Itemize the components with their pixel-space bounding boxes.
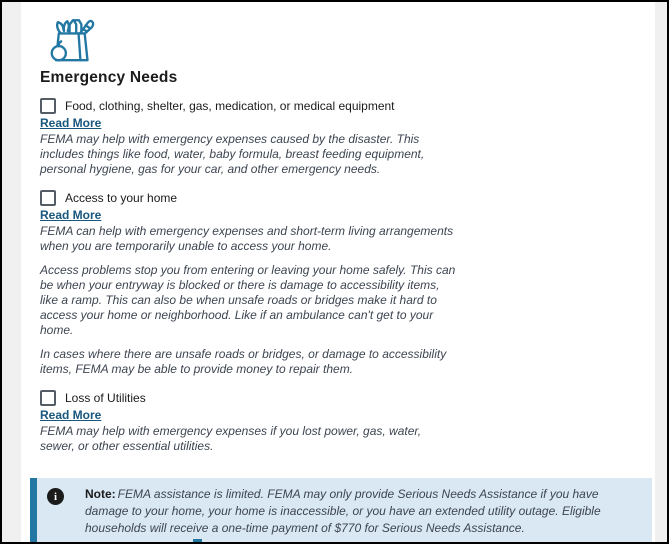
- read-more-link-access[interactable]: Read More: [40, 208, 102, 222]
- food-help-text: FEMA may help with emergency expenses caused by the disaster. This includes things like food, water, baby formula, breast feeding equipment, personal hygiene, gas for your car, and other emergency needs.: [40, 132, 425, 176]
- note-label: Note:: [85, 487, 116, 501]
- checkbox-row-utilities[interactable]: [40, 390, 655, 406]
- grocery-bag-icon: [48, 15, 95, 65]
- utilities-help-text: FEMA may help with emergency expenses if you lost power, gas, water, sewer, or other essential utilities.: [40, 424, 422, 453]
- page-title: Emergency Needs: [40, 69, 178, 86]
- note-text: [85, 486, 636, 537]
- emergency-needs-section: [21, 2, 655, 542]
- utilities-checkbox[interactable]: [40, 390, 56, 406]
- utilities-checkbox-label: Loss of Utilities: [65, 391, 146, 405]
- read-more-link-food[interactable]: Read More: [40, 116, 102, 130]
- checkbox-row-access[interactable]: [40, 190, 655, 206]
- checkbox-row-food[interactable]: [40, 98, 655, 114]
- note-body: FEMA assistance is limited. FEMA may only provide Serious Needs Assistance if you have damage to your home, your home is inaccessible, or you have an extended utility outage. Eligible households will receive a one-time payment of $770 for Serious Needs Assistance.: [85, 487, 601, 535]
- access-checkbox[interactable]: [40, 190, 56, 206]
- food-checkbox[interactable]: [40, 98, 56, 114]
- form-page: [21, 2, 655, 542]
- food-checkbox-label: Food, clothing, shelter, gas, medication, or medical equipment: [65, 99, 395, 113]
- note-alert: [30, 478, 652, 542]
- access-help-text-1: FEMA can help with emergency expenses and short-term living arrangements when you are temporarily unable to access your home.: [40, 224, 454, 253]
- access-help-text-2: Access problems stop you from entering or leaving your home safely. This can be when your entryway is blocked or there is damage to accessibility items, like a ramp. This can also be when unsafe roads or bridges make it hard to access your home or neighborhood. Like if an ambulance can't get to your home.: [40, 263, 456, 337]
- next-section-icon-cutoff: [193, 539, 202, 542]
- info-icon: i: [47, 488, 64, 505]
- access-help-text-3: In cases where there are unsafe roads or bridges, or damage to accessibility items, FEMA may be able to provide money to repair them.: [40, 347, 447, 376]
- read-more-link-utilities[interactable]: Read More: [40, 408, 102, 422]
- access-checkbox-label: Access to your home: [65, 191, 178, 205]
